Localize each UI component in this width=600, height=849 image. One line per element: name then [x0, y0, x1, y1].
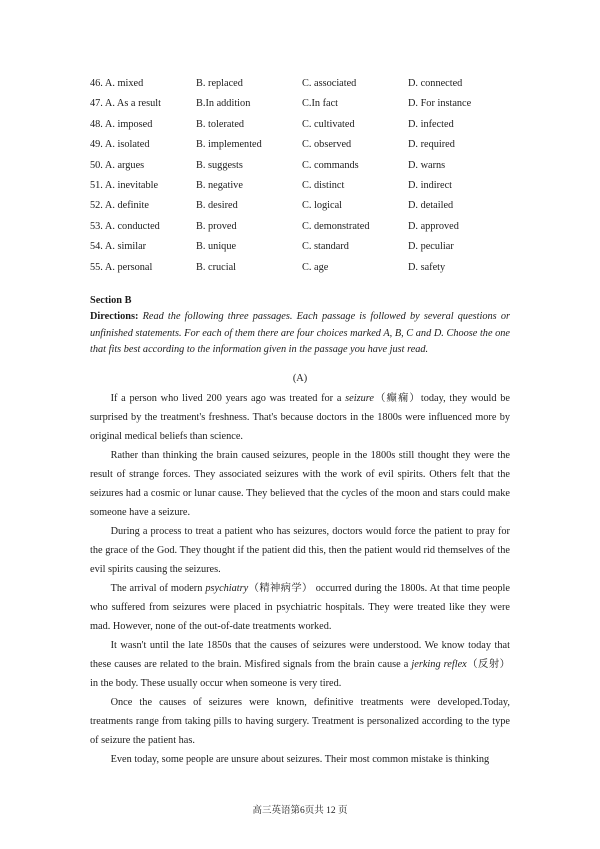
option-c: C. logical: [302, 200, 343, 212]
option-a: A. argues: [104, 159, 145, 171]
choice-row: [90, 158, 520, 178]
choice-row: [90, 198, 520, 218]
question-number: 50.: [90, 159, 103, 171]
choice-row: [90, 137, 520, 157]
option-d: D. approved: [408, 220, 459, 232]
question-number: 54.: [90, 241, 103, 253]
option-b: B. negative: [196, 179, 243, 191]
question-number: 53.: [90, 220, 103, 232]
choice-table: [90, 76, 520, 280]
option-c: C. standard: [302, 241, 349, 253]
option-a: A. conducted: [104, 220, 160, 232]
option-c: C.In fact: [302, 98, 339, 110]
paragraph: Even today, some people are unsure about seizures. Their most common mistake is thinking: [110, 754, 490, 765]
question-number: 55.: [90, 261, 103, 273]
option-a: A. personal: [104, 261, 153, 273]
gloss: （精神病学）: [248, 583, 313, 594]
passage-label: (A): [292, 373, 308, 384]
choice-row: [90, 260, 520, 280]
choice-row: [90, 76, 520, 96]
option-d: D. indirect: [408, 179, 453, 191]
option-d: D. connected: [408, 78, 463, 89]
option-a: A. As a result: [104, 98, 161, 110]
option-b: B. proved: [196, 220, 237, 232]
question-number: 47.: [90, 98, 103, 110]
choice-row: [90, 178, 520, 198]
option-a: A. imposed: [104, 118, 153, 130]
paragraph: The arrival of modern psychiatry（精神病学） occurred during the 1800s. At that time people who suffered from seizures were placed in psychiatric hospitals. They were treated like they were mad. However, none of the out-of-date treatments worked.: [90, 583, 510, 632]
directions-label: Directions:: [90, 311, 139, 322]
question-number: 46.: [90, 78, 103, 89]
option-c: C. distinct: [302, 179, 345, 191]
option-b: B. crucial: [196, 261, 237, 273]
passage-a: [90, 389, 510, 769]
choice-row: [90, 96, 520, 116]
paragraph: It wasn't until the late 1850s that the causes of seizures were understood. We know today that these causes are related to the brain. Misfired signals from the brain cause a jerking reflex（反射） in the body. These usually occur when someone is very tired.: [90, 640, 510, 689]
option-d: D. For instance: [408, 98, 472, 110]
option-b: B. suggests: [196, 159, 243, 171]
choice-row: [90, 219, 520, 239]
gloss: （癫痫）: [373, 393, 421, 404]
option-b: B. desired: [196, 200, 238, 212]
option-b: B. tolerated: [196, 118, 245, 130]
question-number: 51.: [90, 179, 103, 191]
directions: [90, 309, 510, 359]
question-number: 49.: [90, 139, 103, 151]
option-a: A. similar: [104, 241, 147, 253]
option-c: C. demonstrated: [302, 220, 370, 232]
paragraph: Once the causes of seizures were known, definitive treatments were developed.Today, treatments range from taking pills to having surgery. Treatment is personalized according to the type of seizure the patient has.: [90, 697, 510, 746]
option-c: C. cultivated: [302, 118, 355, 130]
option-c: C. commands: [302, 159, 359, 171]
option-d: D. required: [408, 139, 455, 151]
option-b: B. unique: [196, 241, 237, 253]
option-b: B. replaced: [196, 78, 243, 89]
term-seizure: seizure: [345, 393, 374, 404]
choice-row: [90, 117, 520, 137]
paragraph: Rather than thinking the brain caused seizures, people in the 1800s still thought they were the result of strange forces. They associated seizures with the work of evil spirits. Others felt that the seizures had a cosmic or lunar cause. They believed that the cycles of the moon and stars could make someone have a seizure.: [90, 450, 510, 518]
option-d: D. detailed: [408, 200, 454, 212]
term-psychiatry: psychiatry: [205, 583, 249, 594]
page-footer: 高三英语第6页共 12 页: [252, 806, 348, 816]
option-a: A. isolated: [104, 139, 150, 151]
option-a: A. inevitable: [104, 179, 159, 191]
choice-row: [90, 239, 520, 259]
paragraph: During a process to treat a patient who has seizures, doctors would force the patient to pray for the grace of the God. They thought if the patient did this, then the patient would rid themselves of the evil spirits causing the seizures.: [90, 526, 510, 575]
paragraph: If a person who lived 200 years ago was treated for a seizure（癫痫）today, they would be surprised by the treatment's freshness. That's because doctors in the 1800s were influenced more by original medical beliefs than science.: [90, 393, 511, 442]
question-number: 48.: [90, 118, 103, 130]
option-a: A. definite: [104, 200, 149, 212]
option-c: C. observed: [302, 139, 352, 151]
option-b: B. implemented: [196, 139, 262, 151]
option-d: D. safety: [408, 261, 446, 273]
option-c: C. associated: [302, 78, 357, 89]
option-c: C. age: [302, 261, 329, 273]
directions-text: Read the following three passages. Each passage is followed by several questions or unfinished statements. For each of them there are four choices marked A, B, C and D. Choose the one that fits best according to the information given in the passage you have just read.: [90, 311, 510, 355]
option-d: D. warns: [408, 159, 446, 171]
option-d: D. infected: [408, 118, 454, 130]
gloss: （反射）: [466, 659, 510, 670]
option-a: A. mixed: [104, 78, 144, 89]
section-title: Section B: [90, 295, 132, 306]
question-number: 52.: [90, 200, 103, 212]
option-d: D. peculiar: [408, 241, 454, 253]
term-jerking-reflex: jerking reflex: [411, 659, 467, 670]
option-b: B.In addition: [196, 98, 251, 110]
